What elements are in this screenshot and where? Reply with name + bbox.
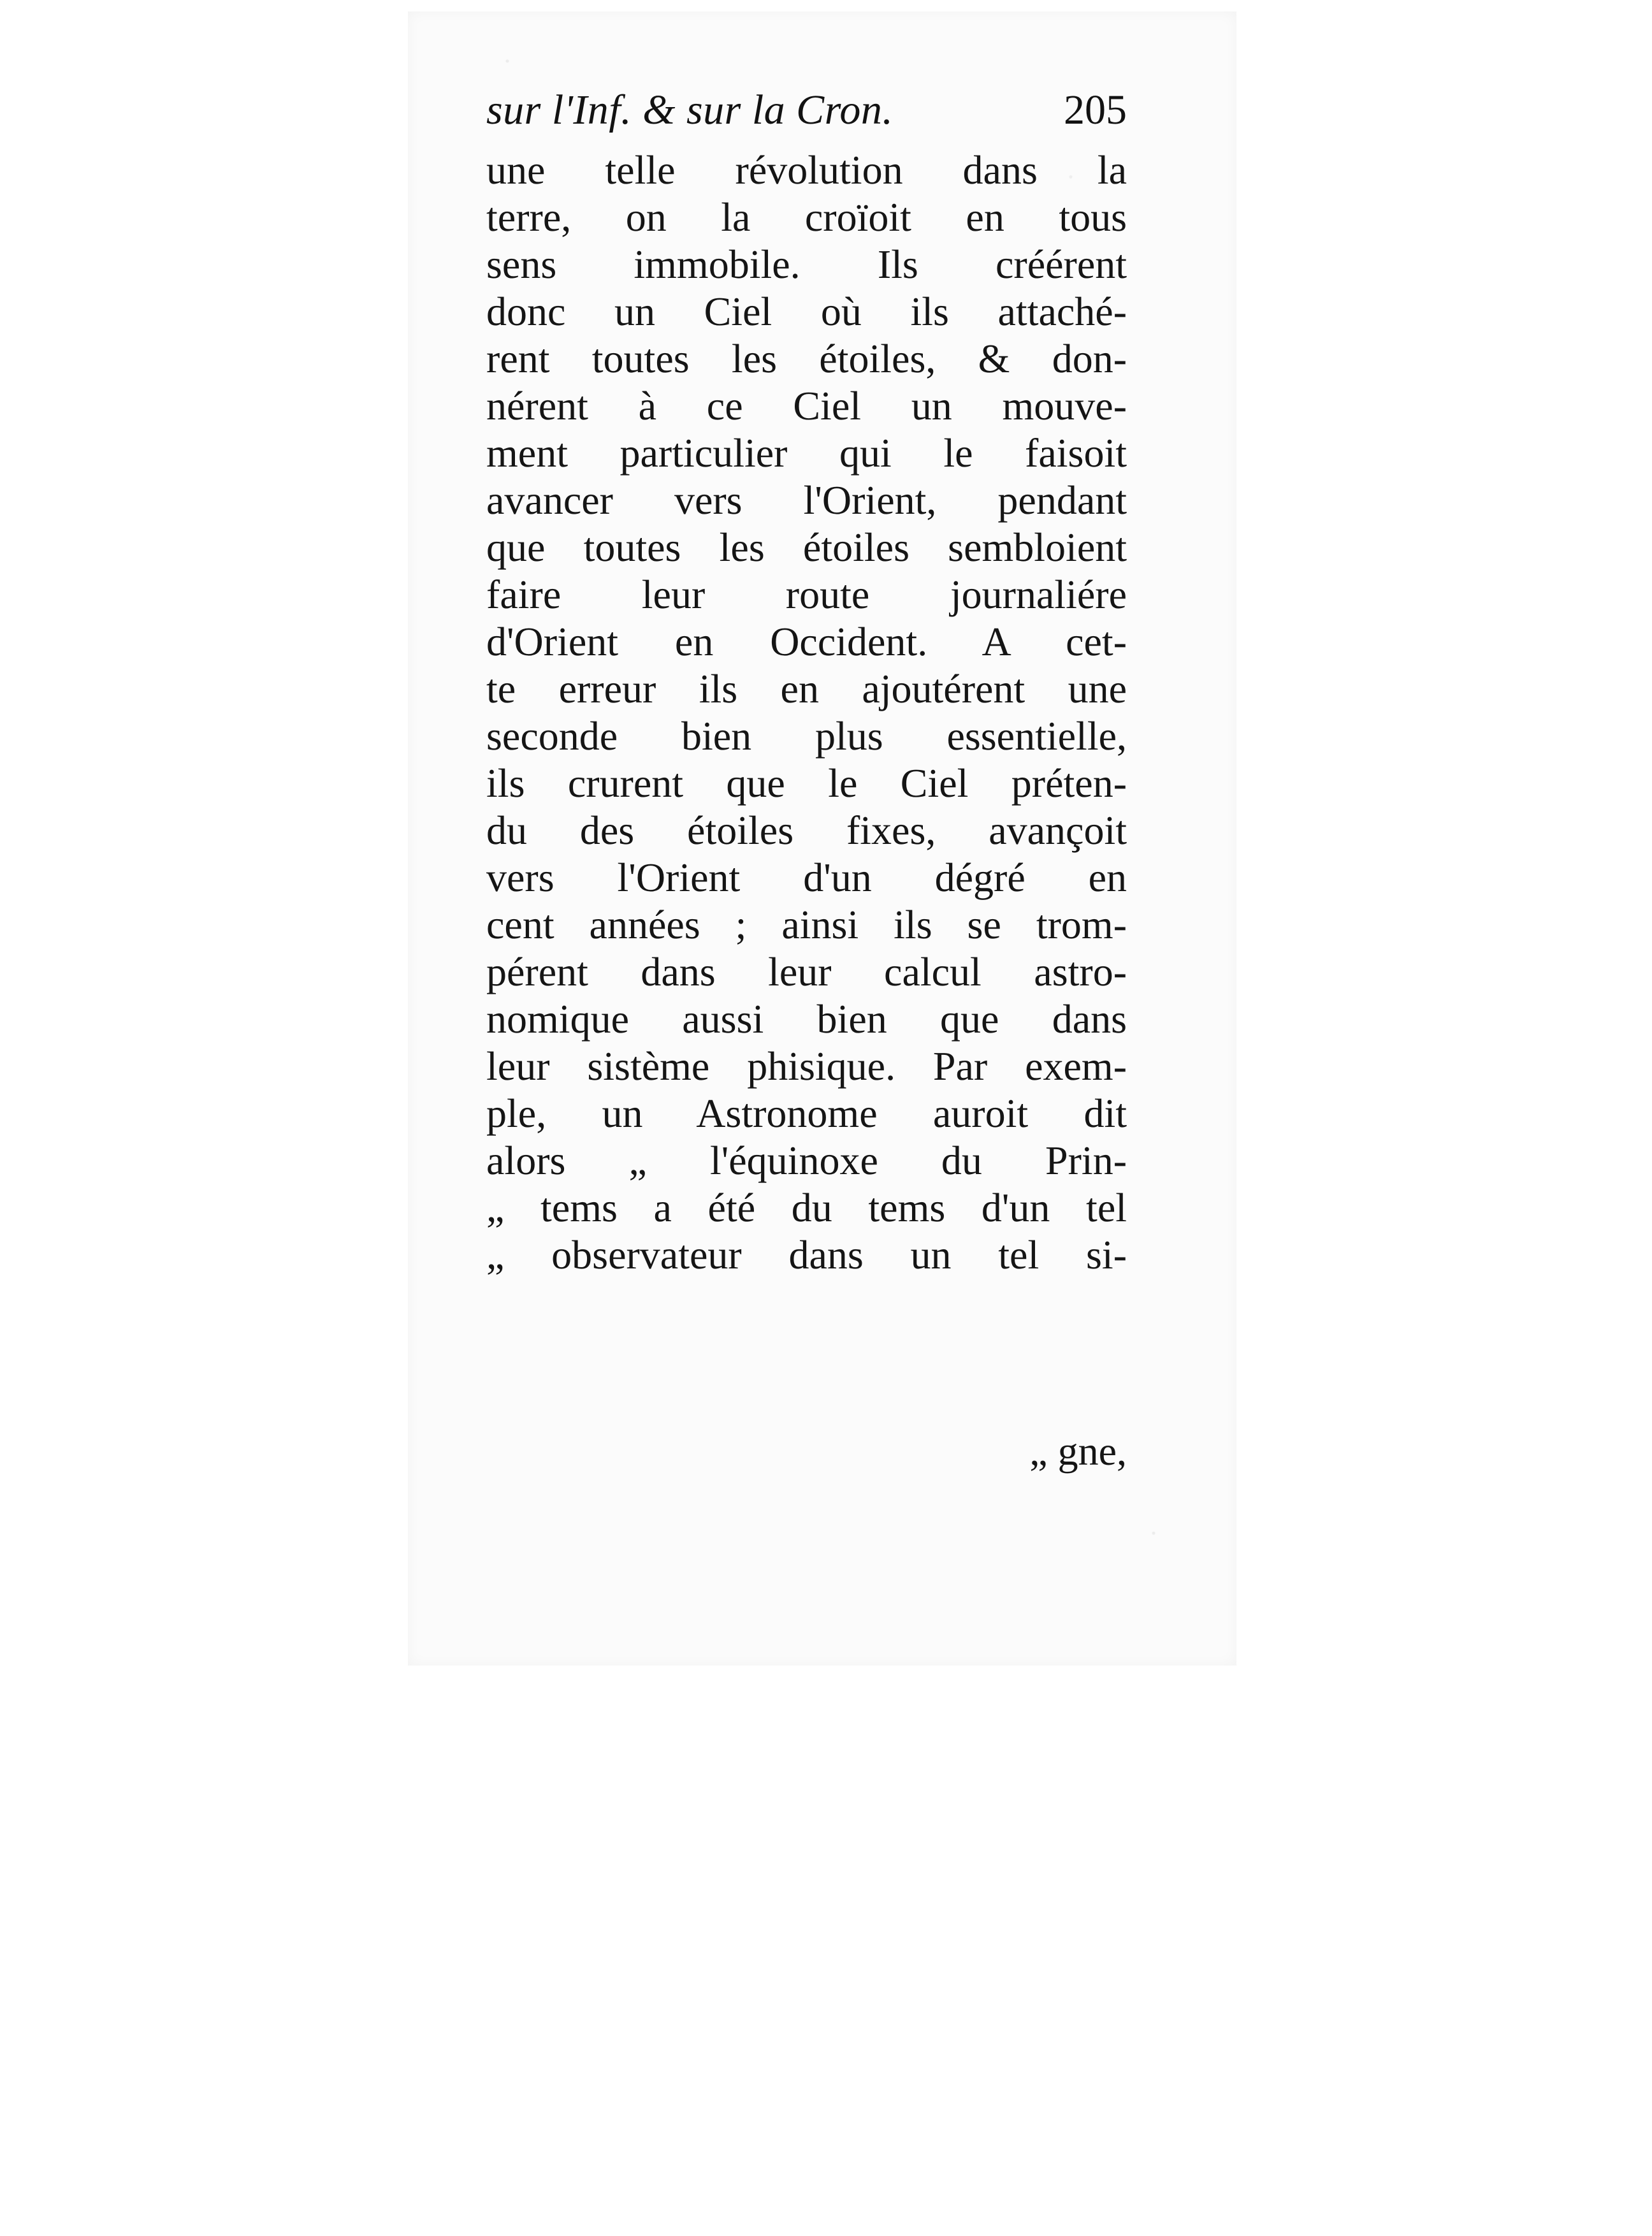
text-line: „ observateur dans un tel si- [486,1232,1127,1277]
text-line: alors „ l'équinoxe du Prin- [486,1138,1127,1183]
text-line: nomique aussi bien que dans [486,996,1127,1042]
text-line: sens immobile. Ils créérent [486,242,1127,287]
running-title: sur l'Inf. & sur la Cron. [486,87,894,133]
text-line: donc un Ciel où ils attaché- [486,289,1127,334]
text-line: seconde bien plus essentielle, [486,713,1127,759]
text-line: pérent dans leur calcul astro- [486,949,1127,994]
page-header [486,86,1127,143]
text-line: faire leur route journaliére [486,572,1127,617]
page-number: 205 [1064,87,1127,133]
text-line: te erreur ils en ajoutérent une [486,666,1127,711]
text-line: vers l'Orient d'un dégré en [486,855,1127,900]
text-line: une telle révolution dans la [486,147,1127,192]
text-line: ment particulier qui le faisoit [486,430,1127,476]
text-line: „ tems a été du tems d'un tel [486,1185,1127,1230]
text-line: nérent à ce Ciel un mouve- [486,383,1127,428]
text-line: du des étoiles fixes, avançoit [486,808,1127,853]
text-line: ple, un Astronome auroit dit [486,1091,1127,1136]
text-line: avancer vers l'Orient, pendant [486,477,1127,523]
text-line: terre, on la croïoit en tous [486,194,1127,240]
text-line: rent toutes les étoiles, & don- [486,336,1127,381]
text-line: ils crurent que le Ciel préten- [486,760,1127,806]
body-text [486,147,1127,1279]
text-line: d'Orient en Occident. A cet- [486,619,1127,664]
text-line: cent années ; ainsi ils se trom- [486,902,1127,947]
text-line: leur sistème phisique. Par exem- [486,1043,1127,1089]
catchword: „ gne, [1029,1428,1127,1474]
text-line: que toutes les étoiles sembloient [486,525,1127,570]
